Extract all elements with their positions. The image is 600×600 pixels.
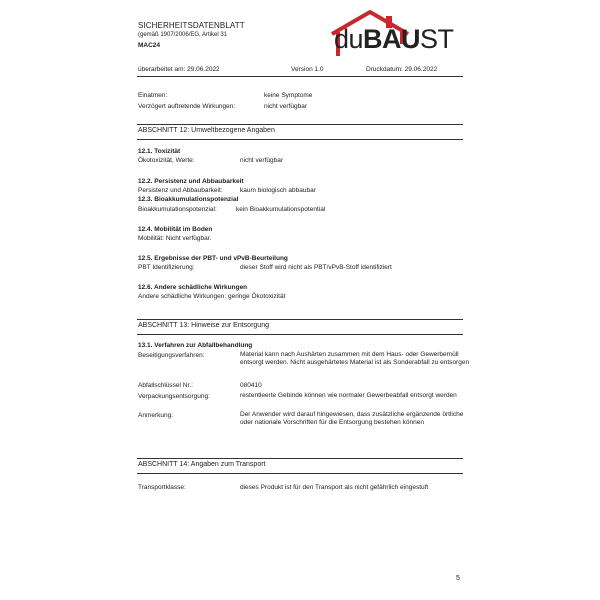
s12-6-text: Andere schädliche Wirkungen: geringe Ökotoxizität (138, 293, 286, 300)
page-number: 5 (456, 575, 460, 582)
section-13-top-rule (137, 319, 463, 320)
disposal-method-value: Material kann nach Aushärten zusammen mit dem Haus- oder Gewerbemüll entsorgt werden. Nicht ausgehärtetes Material ist als Sonderabfall zu entsorgen (240, 351, 470, 367)
s12-1-title: 12.1. Toxizität (138, 148, 181, 155)
section-12-top-rule (137, 124, 463, 125)
transport-class-label: Transportklasse: (138, 484, 186, 491)
section-14-top-rule (137, 458, 463, 459)
s12-1-value: nicht verfügbar (240, 157, 283, 164)
s12-5-value: dieser Stoff wird nicht als PBT/vPvB-Stoff identifiziert (240, 264, 392, 271)
print-date: Druckdatum: 29.06.2022 (366, 66, 438, 73)
section-12-title: ABSCHNITT 12: Umweltbezogene Angaben (138, 127, 275, 134)
section-13-bottom-rule (137, 334, 463, 335)
logo-du: du (334, 24, 364, 54)
revised-date: überarbeitet am: 29.06.2022 (138, 66, 220, 73)
product-code: MAC24 (138, 42, 161, 49)
logo-bau: BAU (363, 24, 421, 54)
version: Version 1.0 (291, 66, 324, 73)
logo-st: ST (420, 24, 454, 54)
section-14-title: ABSCHNITT 14: Angaben zum Transport (138, 461, 266, 468)
inhalation-label: Einatmen: (138, 92, 168, 99)
transport-class-value: dieses Produkt ist für den Transport als nicht gefährlich eingestuft (240, 484, 429, 491)
inhalation-value: keine Symptome (264, 92, 313, 99)
s12-5-label: PBT Identifizierung: (138, 264, 195, 271)
s12-2-value: kaum biologisch abbaubar (240, 187, 316, 194)
s12-3-title: 12.3. Bioakkumulationspotenzial (138, 196, 239, 203)
packaging-disposal-value: restentleerte Gebinde können wie normaler Gewerbeabfall entsorgt werden (240, 392, 457, 399)
s12-3-value: kein Bioakkumulationspotential (236, 206, 326, 213)
s12-2-title: 12.2. Persistenz und Abbaubarkeit (138, 178, 244, 185)
disposal-method-label: Beseitigungsverfahren: (138, 352, 205, 359)
document-title: SICHERHEITSDATENBLATT (138, 21, 245, 30)
delayed-effects-value: nicht verfügbar (264, 103, 307, 110)
s12-6-title: 12.6. Andere schädliche Wirkungen (138, 284, 248, 291)
s12-4-title: 12.4. Mobilität im Boden (138, 226, 213, 233)
section-13-title: ABSCHNITT 13: Hinweise zur Entsorgung (138, 322, 269, 329)
s13-1-title: 13.1. Verfahren zur Abfallbehandlung (138, 342, 253, 349)
header-divider (137, 76, 463, 77)
section-12-bottom-rule (137, 139, 463, 140)
waste-code-label: Abfallschlüssel Nr.: (138, 382, 193, 389)
s12-1-label: Ökotoxizität, Werte: (138, 157, 195, 164)
regulation-note: (gemäß 1907/2006/EG, Artikel 31 (138, 32, 228, 38)
waste-code-value: 080410 (240, 382, 262, 389)
s12-3-label: Bioakkumulationspotenzial: (138, 206, 217, 213)
section-14-bottom-rule (137, 473, 463, 474)
logo-wordmark (334, 24, 454, 55)
s12-4-text: Mobilität: Nicht verfügbar. (138, 235, 212, 242)
packaging-disposal-label: Verpackungsentsorgung: (138, 393, 210, 400)
dubaust-logo (330, 8, 490, 60)
s12-2-label: Persistenz und Abbaubarkeit: (138, 187, 223, 194)
remark-label: Anmerkung: (138, 412, 174, 419)
remark-value: Der Anwender wird darauf hingewiesen, dass zusätzliche ergänzende örtliche oder nationale Vorschriften für die Entsorgung bestehen können (240, 411, 464, 427)
delayed-effects-label: Verzögert auftretende Wirkungen: (138, 103, 236, 110)
s12-5-title: 12.5. Ergebnisse der PBT- und vPvB-Beurteilung (138, 255, 288, 262)
